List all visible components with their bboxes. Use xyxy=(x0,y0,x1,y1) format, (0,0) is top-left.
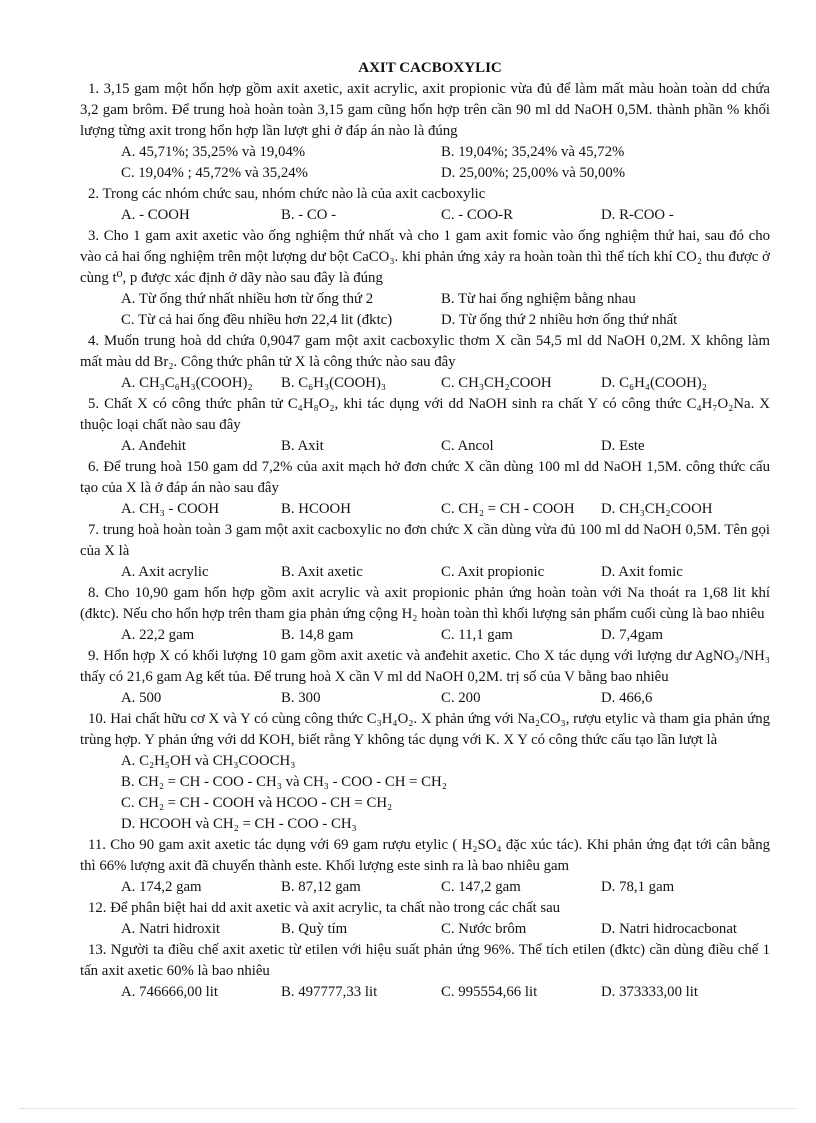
answer-option-a: A. Axit acrylic xyxy=(121,564,209,580)
answer-option-b: B. Từ hai ống nghiệm bằng nhau xyxy=(441,291,636,307)
answer-option-a: A. CH₃C₆H₃(COOH)₂ xyxy=(121,375,253,391)
question-6 xyxy=(80,457,770,520)
answer-option-c: C. Từ cả hai ống đều nhiều hơn 22,4 lit (đktc) xyxy=(121,312,393,328)
answer-option-d: D. 7,4gam xyxy=(601,627,664,643)
answer-option-b: B. C₆H₃(COOH)₃ xyxy=(281,375,387,391)
question-text: 7. trung hoà hoàn toàn 3 gam một axit cacboxylic no đơn chức X cần dùng vừa đủ 100 ml dd NaOH 0,5M. Tên gọi của X là xyxy=(80,522,770,559)
answer-option-c: C. 200 xyxy=(441,690,481,706)
answer-options xyxy=(80,205,770,226)
answer-option-d: D. R-COO - xyxy=(601,207,674,223)
answer-option-b: B. - CO - xyxy=(281,207,337,223)
question-12 xyxy=(80,898,770,940)
answer-option-c: C. Nước brôm xyxy=(441,921,527,937)
answer-options xyxy=(80,373,770,394)
answer-option-c: C. Axit propionic xyxy=(441,564,545,580)
question-text: 12. Để phân biệt hai dd axit axetic và axit acrylic, ta chất nào trong các chất sau xyxy=(88,900,561,916)
answer-options xyxy=(80,289,770,331)
answer-option-b: B. Axit axetic xyxy=(281,564,363,580)
answer-option-c: C. - COO-R xyxy=(441,207,513,223)
answer-option-b: B. Quỳ tím xyxy=(281,921,348,937)
question-2 xyxy=(80,184,770,226)
answer-options xyxy=(80,499,770,520)
question-text: 4. Muốn trung hoà dd chứa 0,9047 gam một axit cacboxylic thơm X cần 54,5 ml dd NaOH 0,2M. X không làm mất màu dd Br₂. Công thức phân tử X là công thức nào sau đây xyxy=(80,333,770,370)
question-10 xyxy=(80,709,770,835)
question-text: 13. Người ta điều chế axit axetic từ etilen với hiệu suất phản ứng 96%. Thể tích etilen (đktc) cần dùng điều chế 1 tấn axit axetic 60% là bao nhiêu xyxy=(80,942,770,979)
question-5 xyxy=(80,394,770,457)
answer-option-d: D. 78,1 gam xyxy=(601,879,675,895)
question-list xyxy=(80,79,770,1003)
answer-option-d: D. 373333,00 lit xyxy=(601,984,699,1000)
question-text: 11. Cho 90 gam axit axetic tác dụng với 69 gam rượu etylic ( H₂SO₄ đặc xúc tác). Khi phản ứng đạt tới cân bằng thì 66% lượng axit đã chuyển thành este. Khối lượng este sinh ra là bao nhiêu gam xyxy=(80,837,770,874)
answer-option-b: B. 300 xyxy=(281,690,321,706)
answer-option-d: D. Este xyxy=(601,438,645,454)
answer-option-c: C. 11,1 gam xyxy=(441,627,513,643)
answer-options xyxy=(80,625,770,646)
question-7 xyxy=(80,520,770,583)
answer-options xyxy=(80,562,770,583)
answer-option-c: C. CH₃CH₂COOH xyxy=(441,375,552,391)
document-page xyxy=(80,58,770,1003)
answer-option-a: A. Từ ống thứ nhất nhiều hơn từ ống thứ 2 xyxy=(121,291,374,307)
question-text: 5. Chất X có công thức phân tử C₄H₈O₂, khi tác dụng với dd NaOH sinh ra chất Y có công thức C₄H₇O₂Na. X thuộc loại chất nào sau đây xyxy=(80,396,770,433)
question-text: 10. Hai chất hữu cơ X và Y có cùng công thức C₃H₄O₂. X phản ứng với Na₂CO₃, rượu etylic và tham gia phản ứng trùng hợp. Y phản ứng với dd KOH, biết rằng Y không tác dụng với K. X Y có công thức cấu tạo lần lượt là xyxy=(80,711,770,748)
answer-option-a: A. 174,2 gam xyxy=(121,879,202,895)
answer-option-d: D. 25,00%; 25,00% và 50,00% xyxy=(441,165,626,181)
question-text: 6. Để trung hoà 150 gam dd 7,2% của axit mạch hở đơn chức X cần dùng 100 ml dd NaOH 1,5M. công thức cấu tạo của X là ở đáp án nào sau đây xyxy=(80,459,770,496)
answer-option-d: D. CH₃CH₂COOH xyxy=(601,501,713,517)
answer-option-a: A. Natri hidroxit xyxy=(121,921,221,937)
question-text: 9. Hổn hợp X có khối lượng 10 gam gồm axit axetic và anđehit axetic. Cho X tác dụng với lượng dư AgNO₃/NH₃ thấy có 21,6 gam Ag kết tủa. Để trung hoà X cần V ml dd NaOH 0,2M. trị số của V bằng bao nhiêu xyxy=(80,648,770,685)
question-13 xyxy=(80,940,770,1003)
answer-option-d: D. Natri hidrocacbonat xyxy=(601,921,737,937)
question-4 xyxy=(80,331,770,394)
answer-option-a: A. 45,71%; 35,25% và 19,04% xyxy=(121,144,306,160)
answer-option-b: B. HCOOH xyxy=(281,501,351,517)
answer-option-d: D. Axit fomic xyxy=(601,564,683,580)
question-11 xyxy=(80,835,770,898)
answer-options xyxy=(80,142,770,184)
question-text: 2. Trong các nhóm chức sau, nhóm chức nào là của axit cacboxylic xyxy=(88,186,486,202)
answer-option-b: B. 14,8 gam xyxy=(281,627,354,643)
answer-option-c: C. CH₂ = CH - COOH và HCOO - CH = CH₂ xyxy=(121,795,393,811)
answer-option-a: A. CH₃ - COOH xyxy=(121,501,220,517)
question-3 xyxy=(80,226,770,331)
answer-option-b: B. 19,04%; 35,24% và 45,72% xyxy=(441,144,625,160)
answer-option-a: A. Anđehit xyxy=(121,438,186,454)
question-text: 8. Cho 10,90 gam hổn hợp gồm axit acrylic và axit propionic phản ứng hoàn toàn với Na thoát ra 1,68 lit khí (đktc). Nếu cho hổn hợp trên tham gia phản ứng cộng H₂ hoàn toàn thì khối lượng sản phẩm cuối cùng là bao nhiêu xyxy=(80,585,770,622)
answer-option-b: B. 497777,33 lit xyxy=(281,984,378,1000)
answer-option-b: B. 87,12 gam xyxy=(281,879,361,895)
question-text: 3. Cho 1 gam axit axetic vào ống nghiệm thứ nhất và cho 1 gam axit fomic vào ống nghiệm thứ hai, sau đó cho vào cả hai ống nghiệm trên một lượng dư bột CaCO₃. khi phản ứng xảy ra hoàn toàn thì thể tích khí CO₂ thu được ở cùng t⁰, p được xác định ở dãy nào sau đây là đúng xyxy=(80,228,770,286)
answer-options xyxy=(80,436,770,457)
answer-options xyxy=(80,688,770,709)
answer-option-d: D. C₆H₄(COOH)₂ xyxy=(601,375,707,391)
document-title: AXIT CACBOXYLIC xyxy=(358,60,502,76)
answer-option-a: A. - COOH xyxy=(121,207,190,223)
answer-option-b: B. Axit xyxy=(281,438,324,454)
answer-options xyxy=(80,751,770,835)
answer-option-a: A. 746666,00 lit xyxy=(121,984,219,1000)
answer-option-a: A. 500 xyxy=(121,690,162,706)
answer-option-c: C. 995554,66 lit xyxy=(441,984,538,1000)
answer-option-d: D. 466,6 xyxy=(601,690,653,706)
answer-options xyxy=(80,982,770,1003)
question-9 xyxy=(80,646,770,709)
answer-options xyxy=(80,877,770,898)
answer-option-c: C. Ancol xyxy=(441,438,494,454)
answer-option-d: D. Từ ống thứ 2 nhiều hơn ống thứ nhất xyxy=(441,312,678,328)
question-text: 1. 3,15 gam một hổn hợp gồm axit axetic, axit acrylic, axit propionic vừa đủ để làm mất màu hoàn toàn dd chứa 3,2 gam brôm. Để trung hoà hoàn toàn 3,15 gam cũng hổn hợp trên cần 90 ml dd NaOH 0,5M. thành phần % khối lượng từng axit trong hổn hợp lần lượt ghi ở đáp án nào là đúng xyxy=(80,81,770,139)
answer-option-b: B. CH₂ = CH - COO - CH₃ và CH₃ - COO - CH = CH₂ xyxy=(121,774,447,790)
answer-option-c: C. 19,04% ; 45,72% và 35,24% xyxy=(121,165,308,181)
answer-option-c: C. CH₂ = CH - COOH xyxy=(441,501,575,517)
page-bottom-divider xyxy=(20,1108,796,1109)
answer-option-a: A. C₂H₅OH và CH₃COOCH₃ xyxy=(121,753,296,769)
question-8 xyxy=(80,583,770,646)
answer-option-c: C. 147,2 gam xyxy=(441,879,521,895)
question-1 xyxy=(80,79,770,184)
answer-option-d: D. HCOOH và CH₂ = CH - COO - CH₃ xyxy=(121,816,357,832)
answer-option-a: A. 22,2 gam xyxy=(121,627,195,643)
answer-options xyxy=(80,919,770,940)
